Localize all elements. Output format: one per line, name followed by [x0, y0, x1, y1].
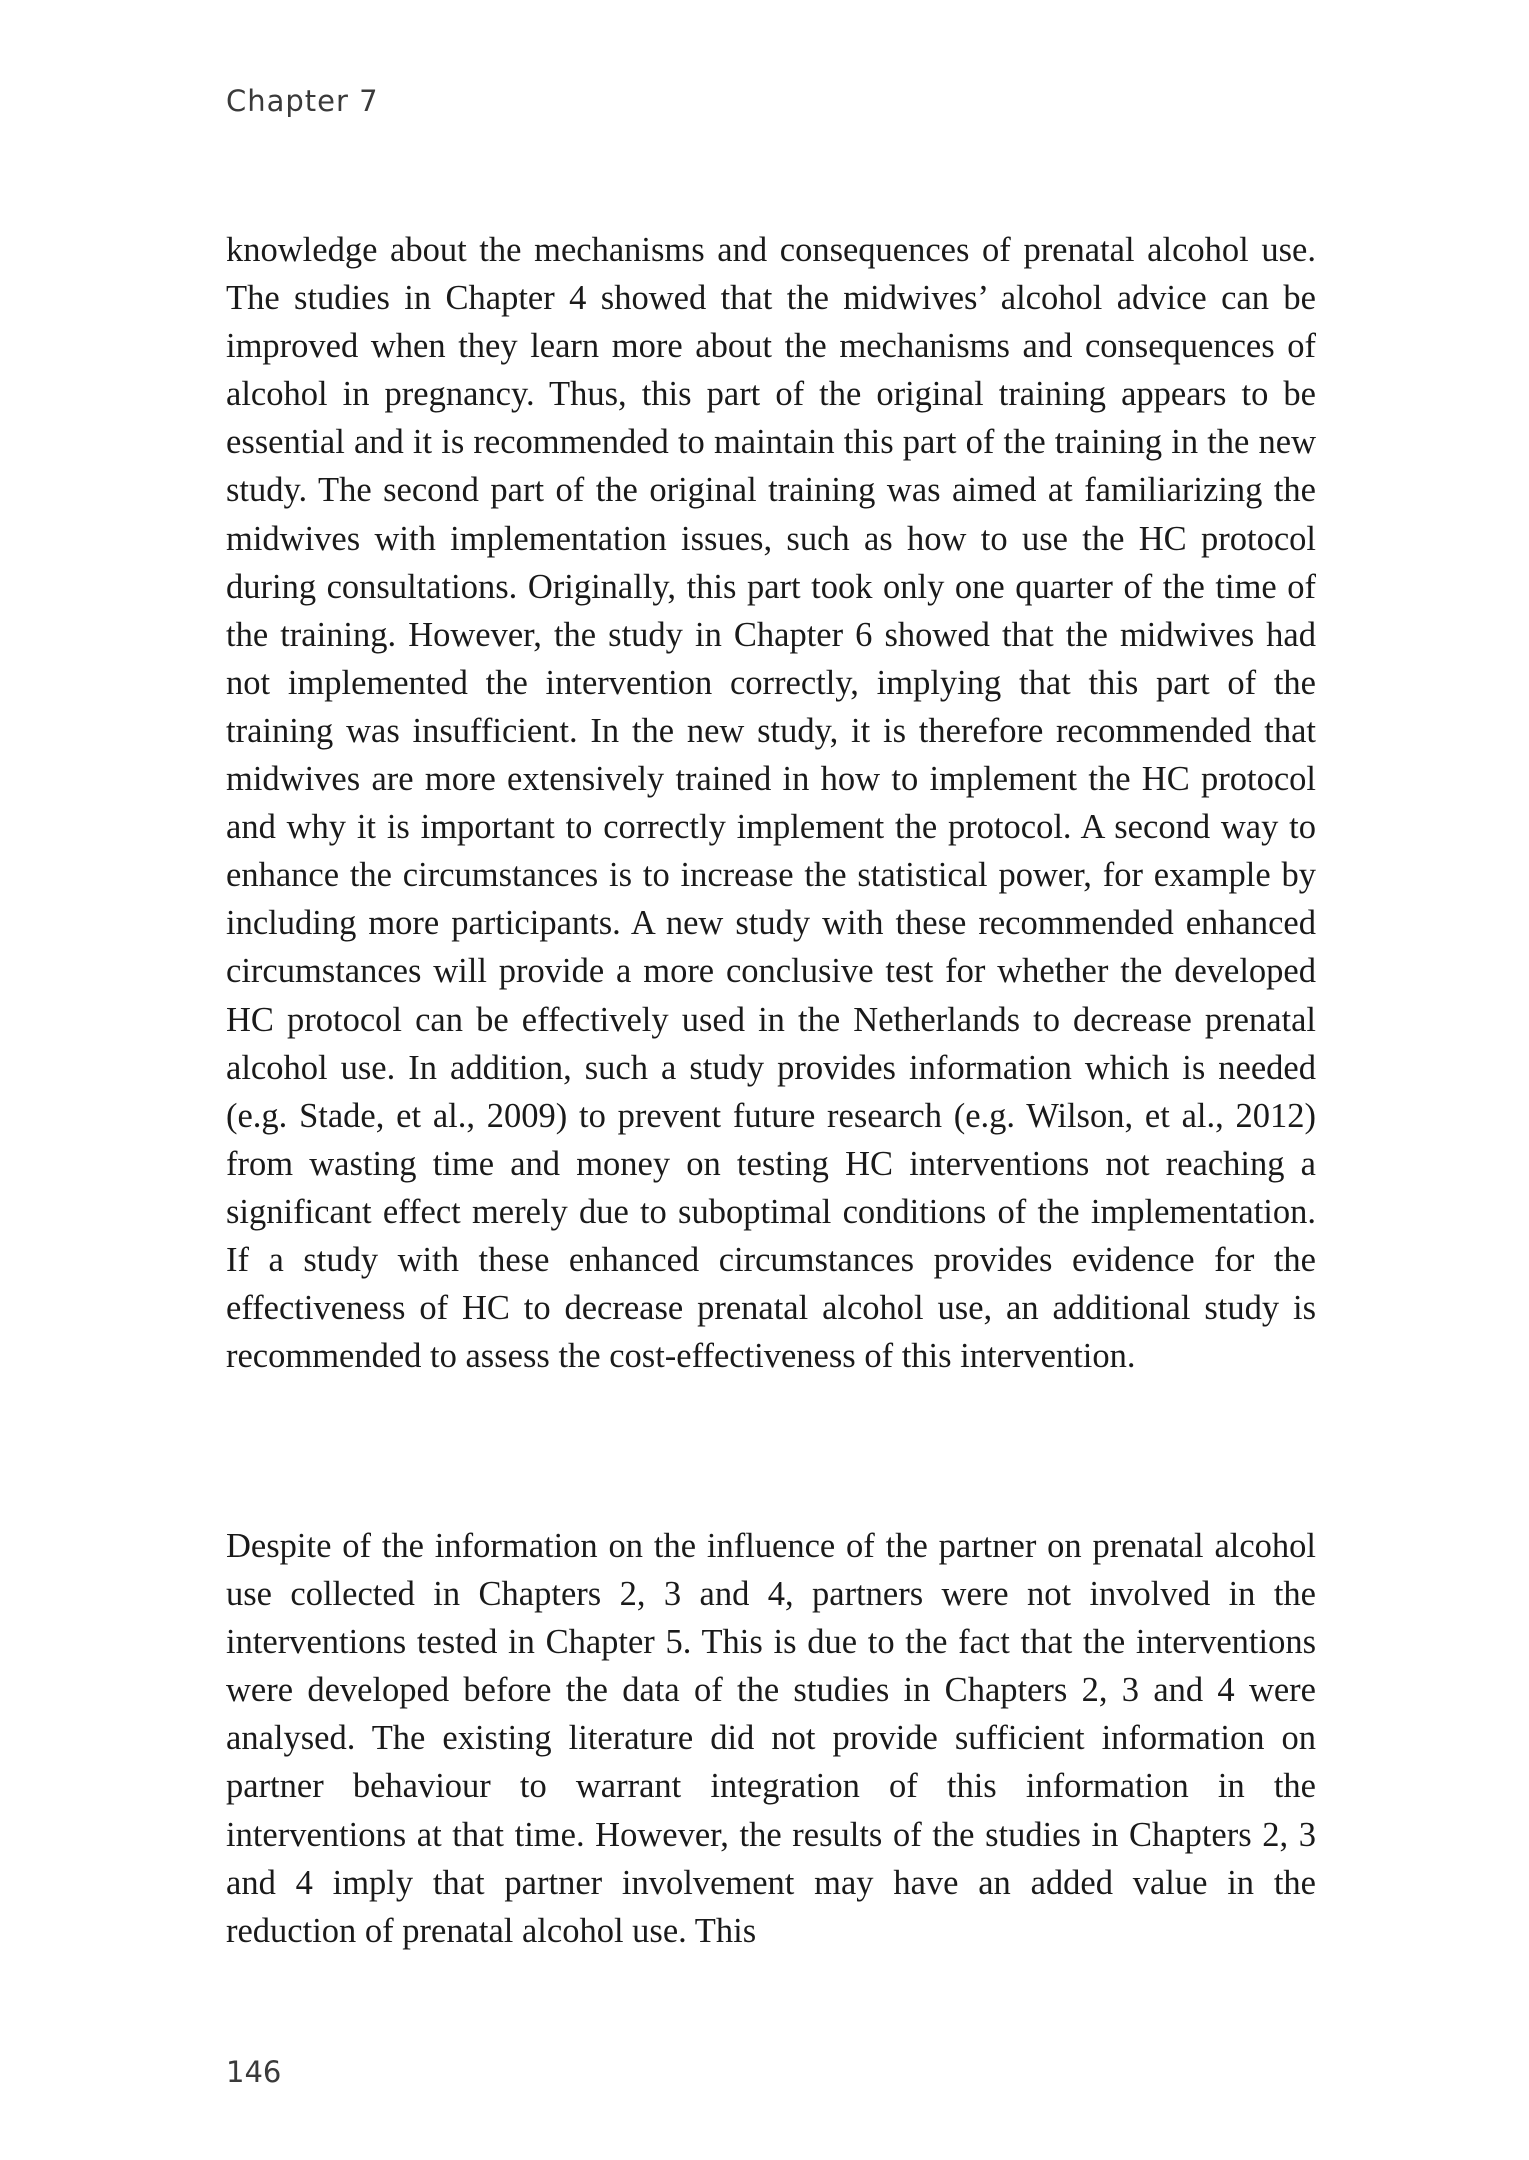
body-paragraph-2	[226, 1522, 1316, 1955]
body-paragraph-1	[226, 226, 1316, 1380]
paragraph-text: knowledge about the mechanisms and consequences of prenatal alcohol use. The studies in Chapter 4 showed that the midwives’ alcohol advice can be improved when they learn more about the mechanisms and consequences of alcohol in pregnancy. Thus, this part of the original training appears to be essential and it is recommended to maintain this part of the training in the new study. The second part of the original training was aimed at familiarizing the midwives with implementation issues, such as how to use the HC protocol during consultations. Originally, this part took only one quarter of the time of the training. However, the study in Chapter 6 showed that the midwives had not implemented the intervention correctly, implying that this part of the training was insufficient. In the new study, it is therefore recommended that midwives are more extensively trained in how to implement the HC protocol and why it is important to correctly implement the protocol. A second way to enhance the circumstances is to increase the statistical power, for example by including more participants. A new study with these recommended enhanced circumstances will provide a more conclusive test for whether the developed HC protocol can be effectively used in the Netherlands to decrease prenatal alcohol use. In addition, such a study provides information which is needed (e.g. Stade, et al., 2009) to prevent future research (e.g. Wilson, et al., 2012) from wasting time and money on testing HC interventions not reaching a significant effect merely due to suboptimal conditions of the implementation. If a study with these enhanced circumstances provides evidence for the effectiveness of HC to decrease prenatal alcohol use, an additional study is recommended to assess the cost-effectiveness of this intervention.	[226, 231, 1316, 1376]
running-head: Chapter 7	[226, 84, 379, 118]
paragraph-text: Despite of the information on the influence of the partner on prenatal alcohol use collected in Chapters 2, 3 and 4, partners were not involved in the interventions tested in Chapter 5. This is due to the fact that the interventions were developed before the data of the studies in Chapters 2, 3 and 4 were analysed. The existing literature did not provide sufficient information on partner behaviour to warrant integration of this information in the interventions at that time. However, the results of the studies in Chapters 2, 3 and 4 imply that partner involvement may have an added value in the reduction of prenatal alcohol use. This	[226, 1527, 1316, 1950]
page-number: 146	[226, 2055, 282, 2089]
